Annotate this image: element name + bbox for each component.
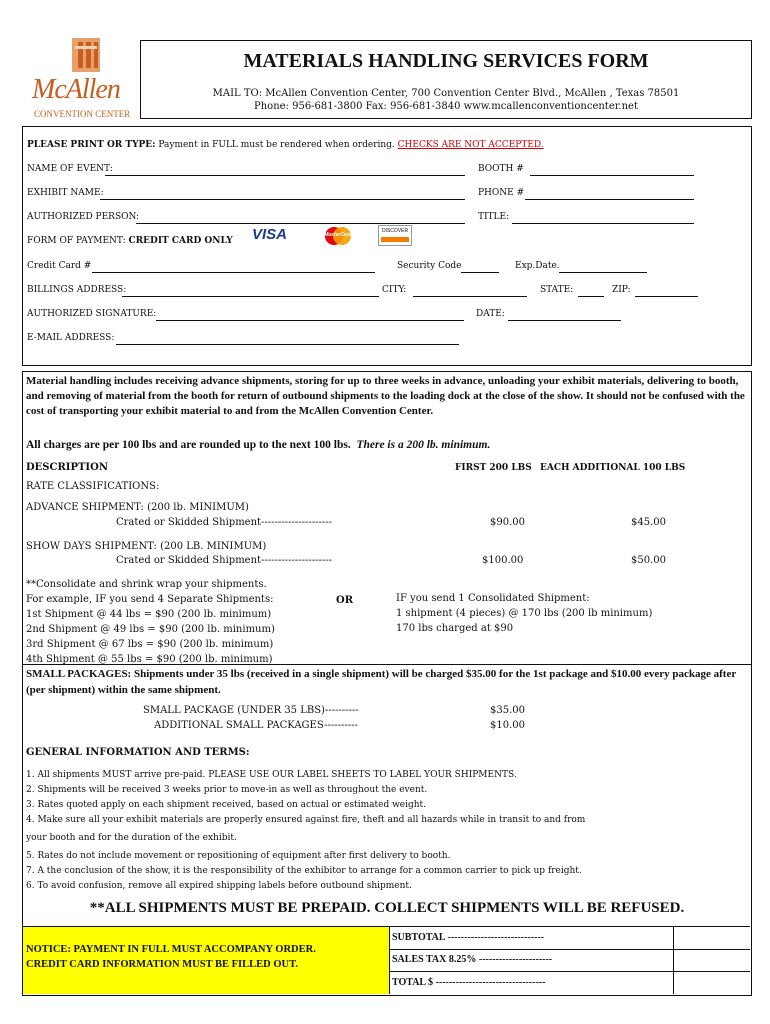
- consolidate-line: 2nd Shipment @ 49 lbs = $90 (200 lb. minimum): [26, 624, 275, 635]
- totals-table: [389, 926, 750, 994]
- consolidate-line: 4th Shipment @ 55 lbs = $90 (200 lb. minimum): [26, 654, 273, 665]
- authorized-person-field[interactable]: [136, 223, 465, 224]
- credit-card-field[interactable]: [92, 272, 375, 273]
- show-first-price: $100.00: [482, 555, 524, 566]
- event-name-label: NAME OF EVENT:: [27, 164, 113, 174]
- total-label: TOTAL $ ---------------------------------: [392, 977, 546, 988]
- show-each-price: $50.00: [631, 555, 666, 566]
- term-item: 6. To avoid confusion, remove all expired shipping labels before outbound shipment.: [26, 881, 412, 891]
- subtotal-row: [389, 926, 750, 950]
- security-code-label: Security Code: [397, 261, 462, 271]
- description-header: DESCRIPTION: [26, 462, 108, 473]
- term-item: 4. Make sure all your exhibit materials are properly ensured against fire, theft and all hazards while in transit to and from: [26, 815, 586, 825]
- logo-sub: CONVENTION CENTER: [34, 109, 131, 119]
- consolidate-line: **Consolidate and shrink wrap your shipments.: [26, 579, 267, 590]
- first-200-header: FIRST 200 LBS: [455, 463, 532, 473]
- notice-line-2: CREDIT CARD INFORMATION MUST BE FILLED OUT.: [26, 959, 298, 970]
- payment-notice-box: [23, 926, 390, 994]
- phone-label: PHONE #: [478, 188, 525, 198]
- credit-card-label: Credit Card #: [27, 261, 92, 271]
- city-label: CITY:: [382, 285, 407, 295]
- prepaid-notice: **ALL SHIPMENTS MUST BE PREPAID. COLLECT SHIPMENTS WILL BE REFUSED.: [89, 900, 685, 916]
- event-name-field[interactable]: [105, 175, 465, 176]
- show-days-sub: Crated or Skidded Shipment---------------------: [116, 555, 333, 566]
- billing-address-label: BILLINGS ADDRESS:: [27, 285, 127, 295]
- title-label: TITLE:: [478, 212, 510, 222]
- each-additional-header: EACH ADDITIONAL 100 LBS: [540, 463, 686, 473]
- state-field[interactable]: [578, 296, 604, 297]
- page-title: MATERIALS HANDLING SERVICES FORM: [243, 50, 649, 72]
- booth-field[interactable]: [530, 175, 694, 176]
- booth-label: BOOTH #: [478, 164, 524, 174]
- intro-paragraph: Material handling includes receiving advance shipments, storing for up to three weeks in advance, unloading your exhibit materials, delivering to booth, and removing of material from the booth for return of outbound shipments to the loading dock at the close of the show. It should not be confused with the cost of transporting your exhibit material to and from the McAllen Convention Center.: [26, 375, 745, 417]
- email-label: E-MAIL ADDRESS:: [27, 333, 115, 343]
- date-field[interactable]: [508, 320, 621, 321]
- or-label: OR: [336, 595, 354, 606]
- section-divider: [22, 664, 752, 665]
- consolidate-line: 3rd Shipment @ 67 lbs = $90 (200 lb. minimum): [26, 639, 274, 650]
- term-item: 2. Shipments will be received 3 weeks prior to move-in as well as throughout the event.: [26, 785, 428, 795]
- city-field[interactable]: [413, 296, 527, 297]
- consolidated-line: IF you send 1 Consolidated Shipment:: [396, 593, 590, 604]
- advance-each-price: $45.00: [631, 517, 666, 528]
- subtotal-label: SUBTOTAL -----------------------------: [392, 932, 545, 943]
- charges-line: [26, 439, 490, 451]
- rate-classifications: RATE CLASSIFICATIONS:: [26, 481, 160, 492]
- exhibit-name-field[interactable]: [100, 199, 465, 200]
- consolidated-line: 170 lbs charged at $90: [396, 623, 514, 634]
- zip-field[interactable]: [635, 296, 698, 297]
- checks-note: CHECKS ARE NOT ACCEPTED.: [397, 140, 544, 150]
- mastercard-logo-text: MasterCard: [324, 232, 352, 238]
- payment-method: [27, 236, 233, 246]
- total-field[interactable]: [673, 972, 751, 994]
- security-code-field[interactable]: [461, 272, 499, 273]
- print-label: PLEASE PRINT OR TYPE:: [27, 140, 156, 150]
- signature-field[interactable]: [156, 320, 464, 321]
- notice-line-1: NOTICE: PAYMENT IN FULL MUST ACCOMPANY ORDER.: [26, 944, 316, 955]
- discover-logo-text: DISCOVER: [381, 228, 409, 234]
- additional-package-label: ADDITIONAL SMALL PACKAGES----------: [154, 720, 358, 731]
- email-field[interactable]: [116, 344, 459, 345]
- zip-label: ZIP:: [612, 285, 631, 295]
- charges-text: All charges are per 100 lbs and are rounded up to the next 100 lbs.: [26, 439, 351, 451]
- small-package-label: SMALL PACKAGE (UNDER 35 LBS)----------: [143, 705, 359, 716]
- print-note: Payment in FULL must be rendered when ordering.: [155, 140, 398, 150]
- payment-value: CREDIT CARD ONLY: [128, 236, 233, 246]
- exhibit-name-label: EXHIBIT NAME:: [27, 188, 104, 198]
- additional-package-price: $10.00: [490, 720, 525, 731]
- term-item: your booth and for the duration of the exhibit.: [26, 833, 237, 843]
- mail-address: MAIL TO: McAllen Convention Center, 700 Convention Center Blvd., McAllen , Texas 78501: [212, 88, 680, 99]
- phone-field[interactable]: [525, 199, 694, 200]
- consolidate-line: 1st Shipment @ 44 lbs = $90 (200 lb. minimum): [26, 609, 272, 620]
- mastercard-logo: [322, 226, 354, 246]
- title-field[interactable]: [512, 223, 694, 224]
- general-info-title: GENERAL INFORMATION AND TERMS:: [26, 747, 250, 758]
- logo: [28, 36, 140, 126]
- date-label: DATE:: [476, 309, 505, 319]
- terms-list: [26, 768, 585, 894]
- exp-date-field[interactable]: [559, 272, 647, 273]
- billing-address-field[interactable]: [122, 296, 379, 297]
- payment-label: FORM OF PAYMENT:: [27, 236, 129, 246]
- term-item: 1. All shipments MUST arrive pre-paid. PLEASE USE OUR LABEL SHEETS TO LABEL YOUR SHIPMENTS.: [26, 770, 517, 780]
- sales-tax-row: [389, 949, 750, 972]
- consolidated-line: 1 shipment (4 pieces) @ 170 lbs (200 lb minimum): [396, 608, 653, 619]
- small-package-price: $35.00: [490, 705, 525, 716]
- visa-logo: VISA: [252, 226, 288, 243]
- show-days-title: SHOW DAYS SHIPMENT: (200 LB. MINIMUM): [26, 541, 267, 552]
- state-label: STATE:: [540, 285, 574, 295]
- contact-info: Phone: 956-681-3800 Fax: 956-681-3840 www.mcallenconventioncenter.net: [254, 101, 638, 112]
- exp-date-label: Exp.Date.: [515, 261, 560, 271]
- term-item: 7. A the conclusion of the show, it is the responsibility of the exhibitor to arrange for a common carrier to pick up freight.: [26, 866, 582, 876]
- total-row: [389, 972, 750, 994]
- print-instructions: [27, 140, 544, 150]
- consolidate-line: For example, IF you send 4 Separate Shipments:: [26, 594, 274, 605]
- order-form-box: [22, 126, 752, 366]
- consolidated-example: [396, 591, 652, 636]
- term-item: 5. Rates do not include movement or repositioning of equipment after first delivery to booth.: [26, 851, 451, 861]
- discover-logo: [378, 225, 412, 246]
- term-item: 3. Rates quoted apply on each shipment received, based on actual or estimated weight.: [26, 800, 427, 810]
- small-packages-title: SMALL PACKAGES: Shipments under 35 lbs (received in a single shipment) will be charged $35.00 for the 1st package and $10.00 every package after (per shipment) within the same shipment.: [26, 668, 737, 696]
- consolidate-example: [26, 577, 275, 667]
- logo-brand: McAllen: [32, 74, 120, 105]
- sales-tax-field[interactable]: [673, 949, 751, 971]
- subtotal-field[interactable]: [673, 927, 751, 949]
- minimum-text: There is a 200 lb. minimum.: [356, 439, 491, 451]
- signature-label: AUTHORIZED SIGNATURE:: [27, 309, 157, 319]
- advance-shipment-title: ADVANCE SHIPMENT: (200 lb. MINIMUM): [26, 502, 249, 513]
- advance-shipment-sub: Crated or Skidded Shipment---------------------: [116, 517, 333, 528]
- advance-first-price: $90.00: [490, 517, 525, 528]
- authorized-person-label: AUTHORIZED PERSON:: [27, 212, 140, 222]
- sales-tax-label: SALES TAX 8.25% ----------------------: [392, 954, 553, 965]
